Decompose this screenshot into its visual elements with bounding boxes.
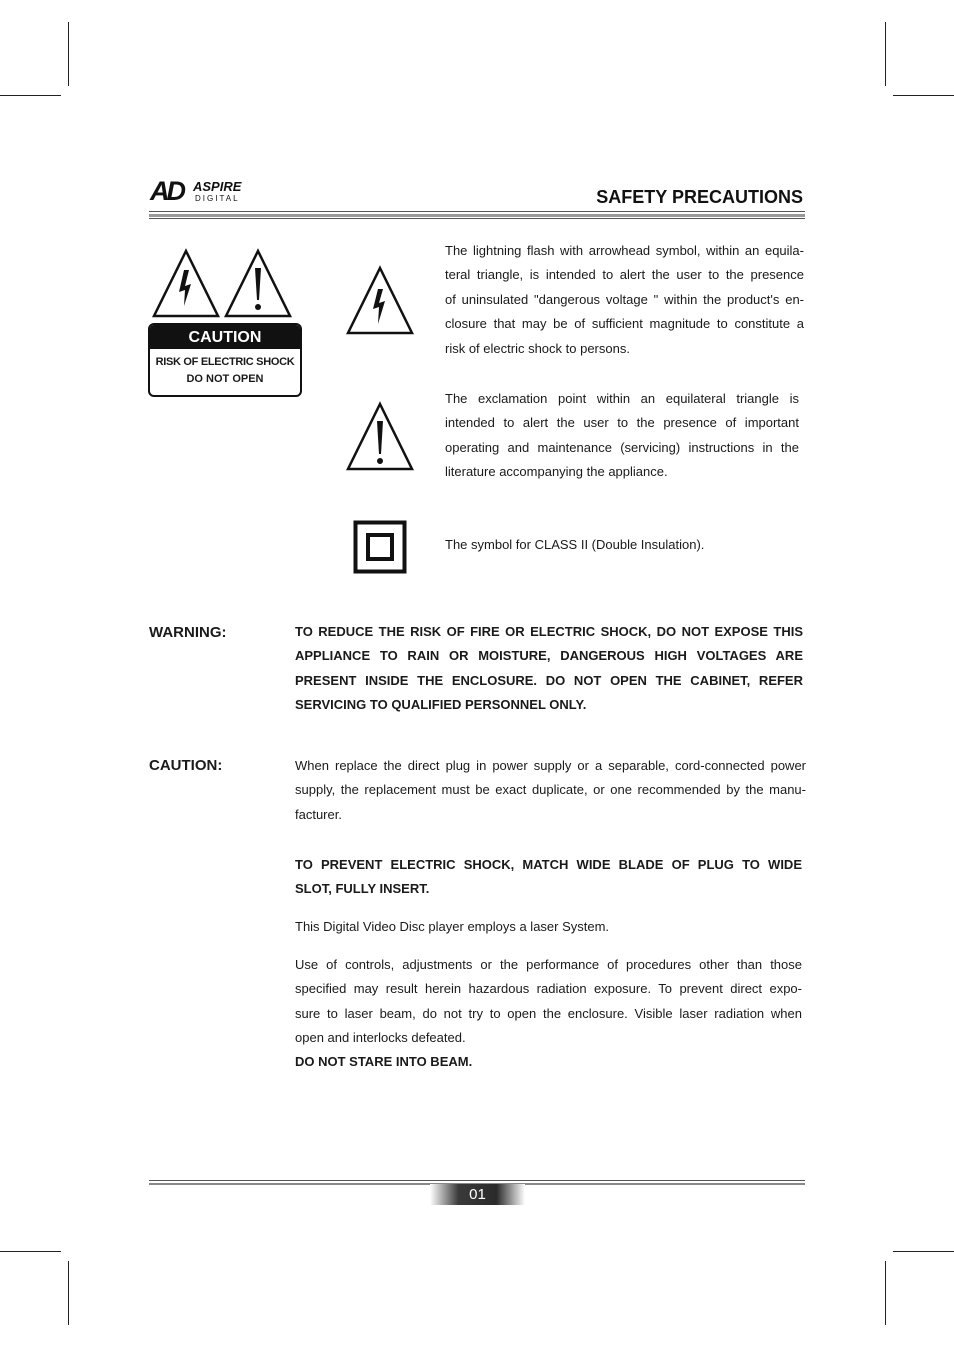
text-line: PRESENT INSIDE THE ENCLOSURE. DO NOT OPEN THE CABINET, REFER [295, 672, 803, 688]
laser-warning [295, 953, 802, 1051]
text-line: The lightning flash with arrowhead symbol, within an equila- [445, 243, 804, 258]
caution-box-line: RISK OF ELECTRIC SHOCK [155, 356, 295, 368]
text-line: TO REDUCE THE RISK OF FIRE OR ELECTRIC SHOCK, DO NOT EXPOSE THIS [295, 624, 803, 639]
text-line: supply, the replacement must be exact duplicate, or one recommended by the manu- [295, 782, 806, 798]
caution-section-label: CAUTION: [149, 757, 223, 774]
laser-statement [295, 915, 802, 939]
beam-warning: DO NOT STARE INTO BEAM. [295, 1054, 473, 1069]
plug-instruction [295, 853, 802, 902]
text-line: This Digital Video Disc player employs a laser System. [295, 919, 610, 934]
text-line: risk of electric shock to persons. [445, 340, 630, 356]
crop-mark [893, 95, 954, 96]
text-line: closure that may be of sufficient magnitude to constitute a [445, 316, 804, 332]
text-line: intended to alert the user to the presence of important [445, 415, 799, 431]
footer-rule [149, 1180, 805, 1181]
exclamation-description [445, 387, 799, 485]
exclamation-triangle-icon [223, 248, 293, 318]
lightning-description [445, 239, 804, 361]
crop-mark [68, 1261, 69, 1325]
exclamation-triangle-icon [346, 401, 414, 471]
logo-mark: AD [150, 176, 183, 206]
text-line: When replace the direct plug in power supply or a separable, cord-connected power [295, 758, 806, 773]
logo [150, 178, 260, 208]
text-line: of uninsulated "dangerous voltage " within the product's en- [445, 291, 804, 307]
crop-mark [0, 95, 61, 96]
class-ii-description [445, 533, 804, 557]
text-line: TO PREVENT ELECTRIC SHOCK, MATCH WIDE BLADE OF PLUG TO WIDE [295, 857, 802, 872]
page-number: 01 [469, 1186, 486, 1203]
caution-box-title: CAUTION [150, 325, 300, 349]
lightning-triangle-icon [151, 248, 221, 318]
crop-mark [885, 22, 886, 86]
header-rule [149, 214, 805, 217]
text-line: literature accompanying the appliance. [445, 464, 668, 480]
text-line: teral triangle, is intended to alert the user to the presence [445, 267, 804, 283]
text-line: operating and maintenance (servicing) instructions in the [445, 439, 799, 455]
text-line: facturer. [295, 806, 342, 822]
text-line: open and interlocks defeated. [295, 1030, 466, 1046]
lightning-triangle-icon [346, 265, 414, 335]
text-line: specified may result herein hazardous radiation exposure. To prevent direct expo- [295, 981, 802, 997]
text-line: The symbol for CLASS II (Double Insulation). [445, 537, 705, 552]
header-rule [149, 218, 805, 219]
header-rule [149, 211, 805, 212]
text-line: SLOT, FULLY INSERT. [295, 881, 430, 897]
caution-paragraph [295, 754, 806, 827]
logo-sub: DIGITAL [195, 194, 240, 203]
crop-mark [893, 1251, 954, 1252]
text-line: sure to laser beam, do not try to open the enclosure. Visible laser radiation when [295, 1005, 802, 1021]
crop-mark [0, 1251, 61, 1252]
logo-brand: ASPIRE [193, 179, 242, 194]
warning-label: WARNING: [149, 624, 227, 641]
caution-label [148, 248, 302, 398]
text-line: SERVICING TO QUALIFIED PERSONNEL ONLY. [295, 697, 587, 713]
text-line: The exclamation point within an equilateral triangle is [445, 391, 799, 406]
page-number-tab [430, 1184, 525, 1205]
text-line: APPLIANCE TO RAIN OR MOISTURE, DANGEROUS HIGH VOLTAGES ARE [295, 648, 803, 664]
caution-box-line: DO NOT OPEN [186, 373, 264, 385]
text-line: Use of controls, adjustments or the performance of procedures other than those [295, 957, 802, 972]
crop-mark [68, 22, 69, 86]
crop-mark [885, 1261, 886, 1325]
caution-box [148, 323, 302, 397]
page-title: SAFETY PRECAUTIONS [596, 187, 803, 207]
double-square-icon [353, 520, 407, 574]
warning-text [295, 620, 803, 718]
